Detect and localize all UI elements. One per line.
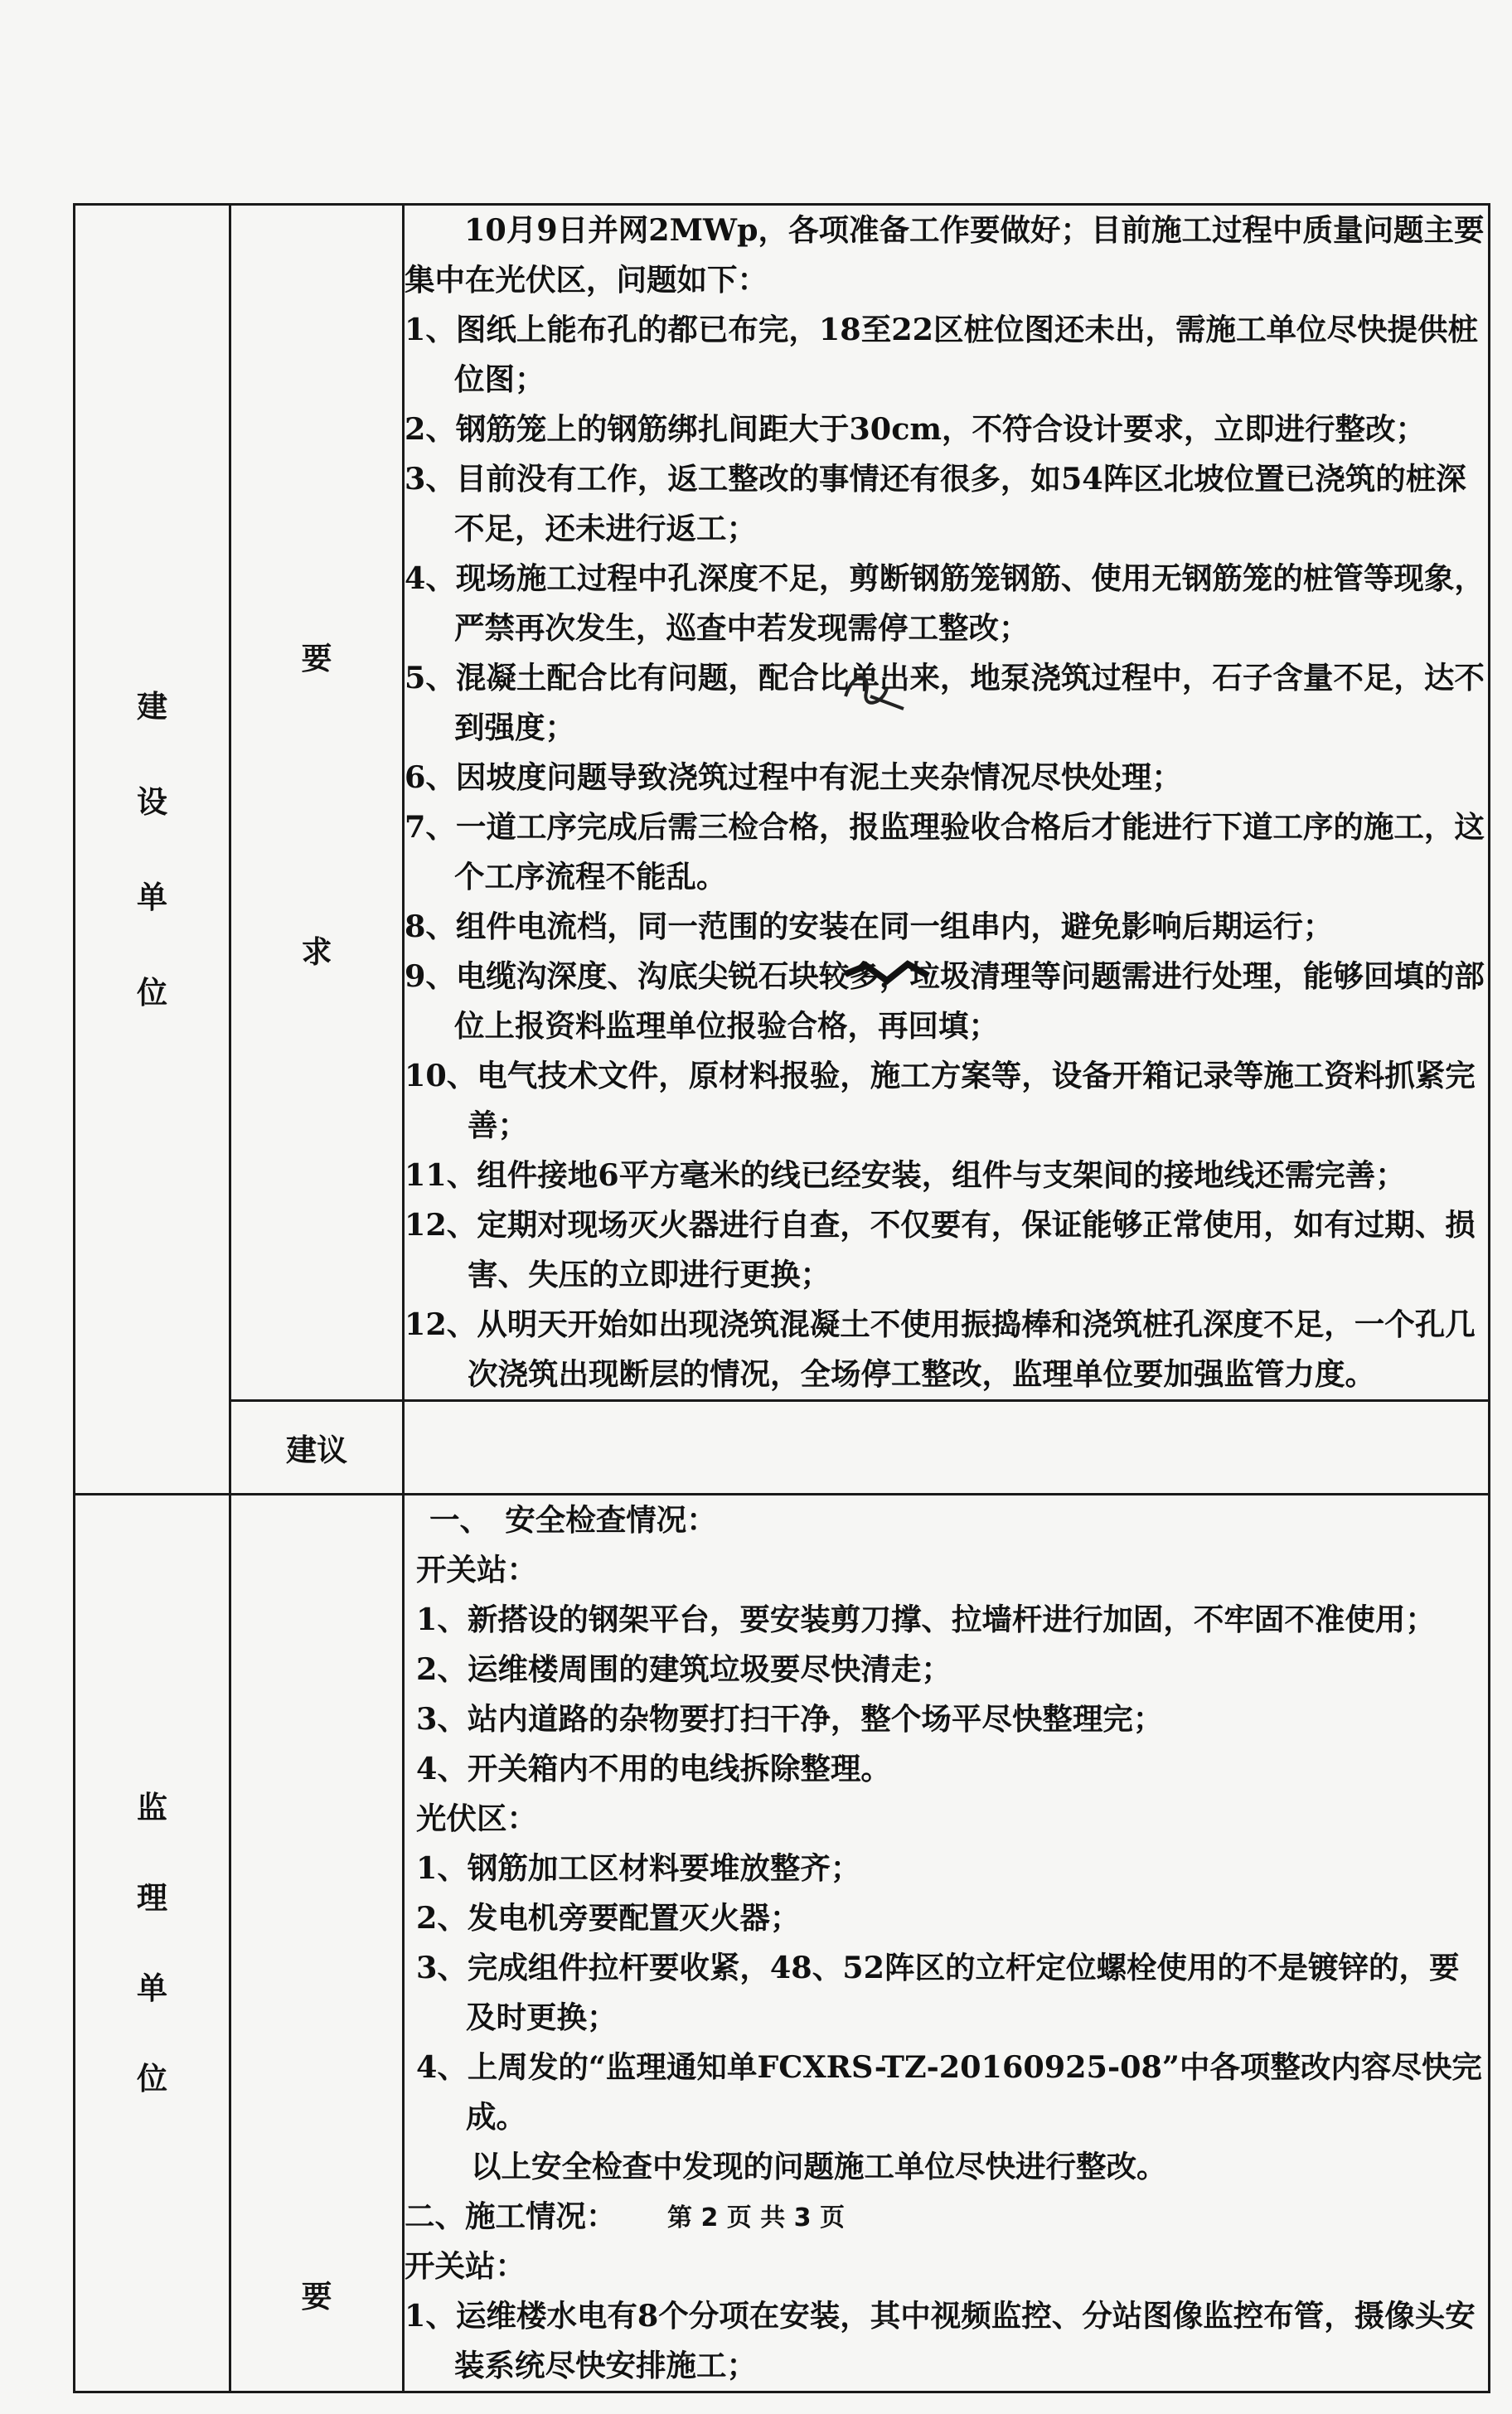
build-requirements-content <box>404 205 1490 1401</box>
switch-item: 2、运维楼周围的建筑垃圾要尽快清走； <box>416 1651 952 1687</box>
build-item: 11、组件接地6平方毫米的线已经安装，组件与支架间的接地线还需完善； <box>405 1157 1406 1193</box>
supervision-content <box>404 1495 1490 2392</box>
label-char: 求 <box>301 933 332 970</box>
suggestion-label: 建议 <box>230 1401 404 1495</box>
strikeout-scribble <box>841 957 933 991</box>
build-intro: 10月9日并网2MWp，各项准备工作要做好；目前施工过程中质量问题主要集中在光伏区，问题如下： <box>405 212 1485 298</box>
build-item: 10、电气技术文件，原材料报验，施工方案等，设备开箱记录等施工资料抓紧完善； <box>405 1058 1476 1143</box>
meeting-record-table <box>73 203 1490 2393</box>
build-requirement-label <box>230 205 404 1401</box>
pv-area-label: 光伏区： <box>416 1801 537 1836</box>
build-unit-suggestion-row <box>75 1401 1490 1495</box>
label-char: 单 <box>137 878 167 915</box>
section-title: 一、 安全检查情况： <box>429 1502 717 1538</box>
build-item: 12、从明天开始如出现浇筑混凝土不使用振捣棒和浇筑桩孔深度不足，一个孔几次浇筑出现断层的情况，全场停工整改，监理单位要加强监管力度。 <box>405 1306 1476 1392</box>
build-unit-requirements-row <box>75 205 1490 1401</box>
page-number: 第 2 页 共 3 页 <box>667 2203 845 2232</box>
build-item: 6、因坡度问题导致浇筑过程中有泥土夹杂情况尽快处理； <box>405 759 1182 795</box>
supervision-requirement-label <box>230 1495 404 2392</box>
pv-item: 3、完成组件拉杆要收紧，48、52阵区的立杆定位螺栓使用的不是镀锌的，要及时更换； <box>416 1950 1460 2035</box>
build-item: 1、图纸上能布孔的都已布完，18至22区桩位图还未出，需施工单位尽快提供桩位图； <box>405 312 1478 397</box>
pen-scribble <box>837 663 912 721</box>
build-item: 3、目前没有工作，返工整改的事情还有很多，如54阵区北坡位置已浇筑的桩深不足，还未进行返工； <box>405 461 1466 546</box>
switch-item: 1、新搭设的钢架平台，要安装剪刀撑、拉墙杆进行加固，不牢固不准使用； <box>416 1602 1436 1637</box>
label-char: 监 <box>137 1789 167 1825</box>
switch-station-label: 开关站： <box>405 2248 526 2284</box>
label-char: 位 <box>137 2060 167 2096</box>
label-char: 单 <box>137 1970 167 2006</box>
label-char: 建 <box>137 687 167 725</box>
build-item: 2、钢筋笼上的钢筋绑扎间距大于30cm，不符合设计要求，立即进行整改； <box>405 411 1427 447</box>
supervision-unit-row <box>75 1495 1490 2392</box>
pv-item: 1、钢筋加工区材料要堆放整齐； <box>416 1850 861 1886</box>
suggestion-content <box>404 1401 1490 1495</box>
build-item: 4、现场施工过程中孔深度不足，剪断钢筋笼钢筋、使用无钢筋笼的桩管等现象，严禁再次发生，巡查中若发现需停工整改； <box>405 560 1485 646</box>
switch-station-label: 开关站： <box>416 1552 537 1588</box>
label-char: 要 <box>301 2278 332 2315</box>
supervision-unit-label <box>75 1495 230 2392</box>
safety-summary: 以上安全检查中发现的问题施工单位尽快进行整改。 <box>471 2149 1167 2184</box>
pv-item: 2、发电机旁要配置灭火器； <box>416 1900 801 1936</box>
build-item: 9、电缆沟深度、沟底尖锐石块较多，垃圾清理等问题需进行处理，能够回填的部位上报资料监理单位报验合格，再回填； <box>405 958 1485 1044</box>
construction-item: 1、运维楼水电有8个分项在安装，其中视频监控、分站图像监控布管，摄像头安装系统尽快安排施工； <box>405 2298 1476 2383</box>
switch-item: 3、站内道路的杂物要打扫干净，整个场平尽快整理完； <box>416 1701 1164 1737</box>
label-char: 要 <box>301 640 332 676</box>
label-char: 位 <box>137 973 167 1011</box>
section-title: 二、施工情况： <box>405 2198 617 2234</box>
build-item: 5、混凝土配合比有问题，配合比单出来，地泵浇筑过程中，石子含量不足，达不到强度； <box>405 660 1485 745</box>
build-item: 12、定期对现场灭火器进行自查，不仅要有，保证能够正常使用，如有过期、损害、失压的立即进行更换； <box>405 1207 1476 1292</box>
build-item: 8、组件电流档，同一范围的安装在同一组串内，避免影响后期运行； <box>405 909 1334 944</box>
switch-item: 4、开关箱内不用的电线拆除整理。 <box>416 1751 891 1786</box>
build-item: 7、一道工序完成后需三检合格，报监理验收合格后才能进行下道工序的施工，这个工序流程不能乱。 <box>405 809 1485 894</box>
pv-item: 4、上周发的“监理通知单FCXRS-TZ-20160925-08”中各项整改内容尽快完成。 <box>416 2049 1482 2135</box>
label-char: 设 <box>137 783 167 820</box>
label-char: 理 <box>137 1879 167 1916</box>
build-unit-label <box>75 205 230 1495</box>
